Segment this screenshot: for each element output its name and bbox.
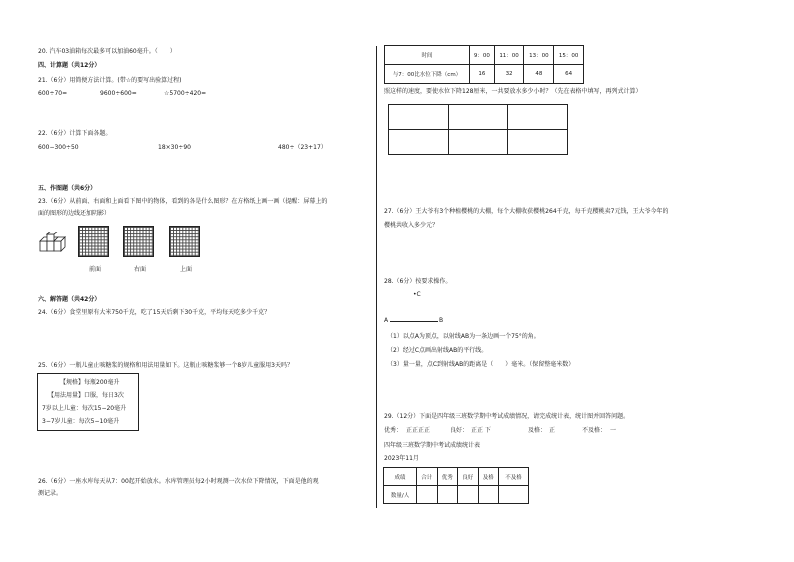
stats-header-total: 合计 bbox=[417, 468, 438, 486]
ray-ab bbox=[390, 321, 438, 322]
answer-cell[interactable] bbox=[448, 105, 508, 130]
view-label-front: 前面 bbox=[89, 266, 102, 273]
answer-cell[interactable] bbox=[508, 130, 568, 155]
view-label-right: 右面 bbox=[134, 266, 147, 273]
answer-table[interactable] bbox=[388, 104, 568, 155]
q23-line1: 23.（6分）从前面、右面和上面看下图中的物体，看到的各是什么图形？在方格纸上画一画（提醒：屏幕上的 bbox=[38, 198, 328, 205]
view-label-top: 上面 bbox=[180, 266, 193, 273]
obs-header-0900: 9：00 bbox=[470, 46, 495, 65]
q29-text: 29.（12分）下面是四年级三班数学期中考试成绩情况，请完成统计表，统计图并回答问题。 bbox=[384, 413, 630, 420]
answer-cell[interactable] bbox=[389, 105, 449, 130]
section5-title: 五、作图题（共6分） bbox=[38, 185, 97, 192]
q28-text: 28.（6分）按要求操作。 bbox=[384, 278, 452, 285]
point-b-label: B bbox=[439, 317, 444, 324]
stats-row-label: 数量/人 bbox=[384, 486, 417, 504]
answer-cell[interactable] bbox=[389, 130, 449, 155]
medicine-label-box bbox=[37, 373, 139, 431]
q20-text: 20. 汽车03油箱每次最多可以加油60毫升。（ ） bbox=[38, 48, 176, 55]
obs-header-1500: 15：00 bbox=[554, 46, 584, 65]
point-c-label: •C bbox=[413, 291, 421, 298]
tally-excellent-marks: 正正正正 bbox=[406, 427, 431, 434]
q22-text: 22.（6分）计算下面各题。 bbox=[38, 130, 112, 137]
med-spec: 【规格】每瓶200毫升 bbox=[60, 379, 120, 386]
stats-header-excellent: 优秀 bbox=[437, 468, 458, 486]
obs-header-time: 时间 bbox=[385, 46, 470, 65]
answer-cell[interactable] bbox=[448, 130, 508, 155]
column-divider bbox=[376, 46, 377, 508]
q25-text: 25.（6分）一瓶儿童止咳糖浆的规格和用法用量如下。这瓶止咳糖浆够一个8岁儿童服用3天吗？ bbox=[38, 362, 293, 369]
tally-fail-label: 不及格： bbox=[582, 427, 607, 434]
q24-text: 24.（6分）食堂里原有大米750千克，吃了15天后剩下30千克，平均每天吃多少千克？ bbox=[38, 309, 271, 316]
q26-line2: 测记录。 bbox=[38, 490, 63, 497]
stats-table-title: 四年级三班数学期中考试成绩统计表 bbox=[384, 442, 481, 449]
obs-value-1: 16 bbox=[470, 65, 495, 84]
q22-item-2: 18×30÷90 bbox=[158, 144, 191, 151]
grid-front[interactable] bbox=[78, 226, 109, 257]
q28-step-1: （1）以点A为顶点，以射线AB为一条边画一个75°的角。 bbox=[387, 333, 540, 340]
q22-item-1: 600−300÷50 bbox=[38, 144, 79, 151]
stats-cell-fail[interactable] bbox=[499, 486, 529, 504]
stats-table-date: 2023年11月 bbox=[384, 455, 419, 462]
q21-text: 21.（6分）用简便方法计算。(带☆的要写出验算过程) bbox=[38, 77, 182, 84]
q28-step-2: （2）经过C点画出射线AB的平行线。 bbox=[387, 347, 488, 354]
stats-cell-good[interactable] bbox=[458, 486, 479, 504]
section4-title: 四、计算题（共12分） bbox=[38, 62, 101, 69]
q21-item-3: ☆5700÷420= bbox=[164, 90, 207, 97]
stats-header-pass: 及格 bbox=[478, 468, 499, 486]
obs-row-label: 与7：00比水位下降（cm） bbox=[385, 65, 470, 84]
answer-cell[interactable] bbox=[508, 105, 568, 130]
stats-header-fail: 不及格 bbox=[499, 468, 529, 486]
med-dose-older: 7岁以上儿童：每次15−20毫升 bbox=[42, 405, 127, 412]
tally-good-marks: 正正 下 bbox=[471, 427, 491, 434]
tally-pass-label: 及格： bbox=[528, 427, 547, 434]
observation-table bbox=[384, 45, 584, 84]
stats-header-grade: 成绩 bbox=[384, 468, 417, 486]
point-a-label: A bbox=[384, 317, 389, 324]
grid-top[interactable] bbox=[169, 226, 200, 257]
q27-line1: 27.（6分）王大爷有3个种植樱桃的大棚，每个大棚收获樱桃264千克，每千克樱桃卖7元钱，王大爷今年的 bbox=[384, 208, 669, 215]
stats-cell-excellent[interactable] bbox=[437, 486, 458, 504]
tally-pass-marks: 正 bbox=[549, 427, 556, 434]
q27-line2: 樱桃共收入多少元？ bbox=[384, 222, 439, 229]
cube-figure bbox=[38, 232, 72, 254]
q26-line1: 26.（6分）一座水库每天从7：00起开始放水。水库管理员每2小时观测一次水位下降情况，下面是他的观 bbox=[38, 478, 319, 485]
q21-item-2: 9600÷600= bbox=[100, 90, 137, 97]
tally-excellent-label: 优秀： bbox=[384, 427, 403, 434]
stats-table[interactable] bbox=[383, 467, 529, 504]
stats-cell-total[interactable] bbox=[417, 486, 438, 504]
tally-good-label: 良好： bbox=[450, 427, 469, 434]
obs-header-1100: 11：00 bbox=[494, 46, 524, 65]
q28-step-3: （3）量一量，点C到射线AB的距离是（ ）毫米。（保留整毫米数） bbox=[387, 361, 575, 368]
obs-value-2: 32 bbox=[494, 65, 524, 84]
tally-fail-marks: 一 bbox=[610, 427, 617, 434]
section6-title: 六、解答题（共42分） bbox=[38, 296, 101, 303]
med-usage: 【用法用量】口服，每日3次 bbox=[48, 392, 124, 399]
q23-line2: 面的图形的边线还加阴影） bbox=[38, 210, 111, 217]
stats-cell-pass[interactable] bbox=[478, 486, 499, 504]
obs-value-4: 64 bbox=[554, 65, 584, 84]
stats-header-good: 良好 bbox=[458, 468, 479, 486]
obs-value-3: 48 bbox=[524, 65, 554, 84]
obs-header-1300: 13：00 bbox=[524, 46, 554, 65]
grid-right[interactable] bbox=[123, 226, 154, 257]
q26-continued: 照这样的速度，要使水位下降128厘米，一共要放水多少小时？（先在表格中填写，再列式计算） bbox=[384, 88, 642, 95]
q22-item-3: 480÷（23+17） bbox=[278, 144, 327, 151]
q21-item-1: 600÷70= bbox=[38, 90, 68, 97]
med-dose-younger: 3−7岁儿童：每次5−10毫升 bbox=[42, 418, 120, 425]
